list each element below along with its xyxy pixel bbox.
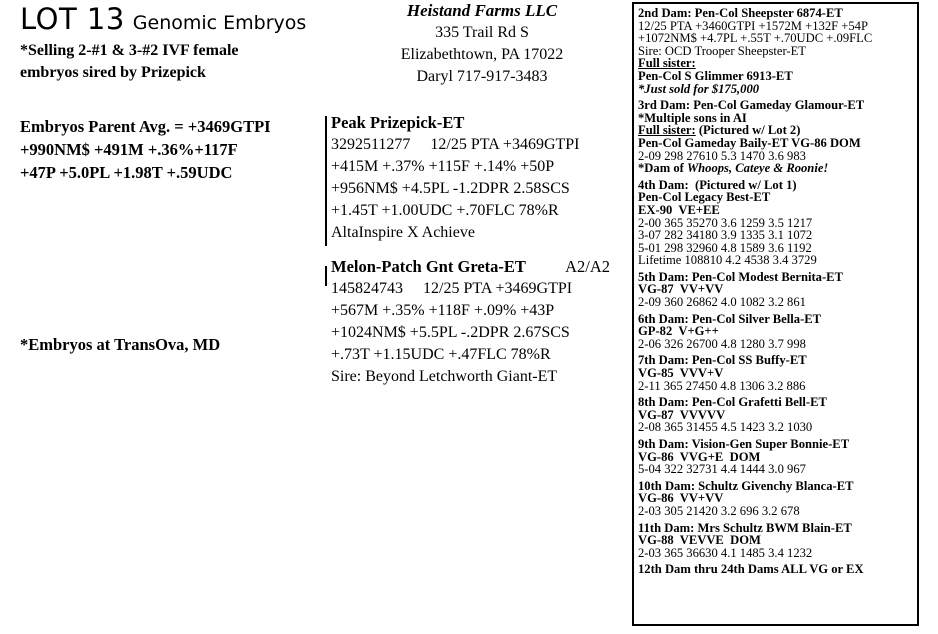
dam-4-record-3: 5-01 298 32960 4.8 1589 3.6 1192 <box>638 240 812 255</box>
farm-address-1: 335 Trail Rd S <box>435 24 529 41</box>
dam-3-record: 2-09 298 27610 5.3 1470 3.6 983 <box>638 148 806 163</box>
dam-9-title: 9th Dam: Vision-Gen Super Bonnie-ET <box>638 437 850 451</box>
dam-4-record-1: 2-00 365 35270 3.6 1259 3.5 1217 <box>638 215 813 230</box>
dam-3-dam-of <box>638 162 913 175</box>
dam-7-title: 7th Dam: Pen-Col SS Buffy-ET <box>638 353 807 368</box>
dam-line-3: +1024NM$ +5.5PL -.2DPR 2.67SCS <box>331 324 570 341</box>
lot-title <box>20 2 306 36</box>
dam-10-score: VG-86 VV+VV <box>638 491 724 506</box>
dam-4-score: EX-90 VE+EE <box>638 202 720 217</box>
dam-2-title: 2nd Dam: Pen-Col Sheepster 6874-ET <box>638 6 843 20</box>
dam-3-dam-of-prefix: *Dam of <box>638 161 687 176</box>
sire-line-1: 3292511277 12/25 PTA +3469GTPI <box>331 136 580 153</box>
dam-line-4: +.73T +1.15UDC +.47FLC 78%R <box>331 346 551 363</box>
dam-5-title: 5th Dam: Pen-Col Modest Bernita-ET <box>638 269 843 284</box>
dam-4-name: Pen-Col Legacy Best-ET <box>638 190 771 205</box>
dam-score: A2/A2 <box>565 257 610 276</box>
dam-2-full-sister-label: Full sister: <box>638 56 696 71</box>
lot-number: LOT 13 <box>20 2 125 36</box>
intro-line-2: embryos sired by Prizepick <box>20 64 206 81</box>
dam-name: Melon-Patch Gnt Greta-ET <box>331 257 526 276</box>
sire-line-4: +1.45T +1.00UDC +.70FLC 78%R <box>331 202 559 219</box>
dam-3-full-sister-name: Pen-Col Gameday Baily-ET VG-86 DOM <box>638 135 861 150</box>
sire-dam-block <box>328 112 610 388</box>
dam-2-sire: Sire: OCD Trooper Sheepster-ET <box>638 43 806 58</box>
dam-3-full-sister-suffix: (Pictured w/ Lot 2) <box>695 123 801 138</box>
parent-average-line-3: +47P +5.0PL +1.98T +.59UDC <box>20 163 233 182</box>
pedigree-box <box>632 2 919 626</box>
dam-line-5: Sire: Beyond Letchworth Giant-ET <box>331 368 558 385</box>
dam-8-record: 2-08 365 31455 4.5 1423 3.2 1030 <box>638 420 813 435</box>
dam-6-score: GP-82 V+G++ <box>638 324 719 339</box>
parent-average-line-2: +990NM$ +491M +.36%+117F <box>20 140 238 159</box>
sire-line-2: +415M +.37% +115F +.14% +50P <box>331 158 555 175</box>
dam-2-full-sister-name: Pen-Col S Glimmer 6913-ET <box>638 68 793 83</box>
sire-line-3: +956NM$ +4.5PL -1.2DPR 2.58SCS <box>331 180 570 197</box>
dam-9-score: VG-86 VVG+E DOM <box>638 449 761 464</box>
dam-2-pta-1: 12/25 PTA +3460GTPI +1572M +132F +54P <box>638 18 868 33</box>
lot-subtitle: Genomic Embryos <box>132 12 307 34</box>
farm-info <box>367 0 597 88</box>
dam-11-record: 2-03 365 36630 4.1 1485 3.4 1232 <box>638 545 813 560</box>
dam-3-title: 3rd Dam: Pen-Col Gameday Glamour-ET <box>638 98 865 113</box>
dam-2-pta-2: +1072NM$ +4.7PL +.55T +.70UDC +.09FLC <box>638 31 873 46</box>
embryo-location: *Embryos at TransOva, MD <box>20 335 221 354</box>
dam-5-record: 2-09 360 26862 4.0 1082 3.2 861 <box>638 295 806 310</box>
dam-header <box>331 256 610 278</box>
dam-2-full-sister-note: *Just sold for $175,000 <box>638 81 760 96</box>
dam-4-lifetime: Lifetime 108810 4.2 4538 3.4 3729 <box>638 253 817 268</box>
dam-7-record: 2-11 365 27450 4.8 1306 3.2 886 <box>638 378 806 393</box>
farm-address-2: Elizabethtown, PA 17022 <box>400 46 564 63</box>
dam-line-1: 145824743 12/25 PTA +3469GTPI <box>331 280 573 297</box>
dam-4-title: 4th Dam: (Pictured w/ Lot 1) <box>638 177 797 192</box>
sire-divider <box>325 116 327 246</box>
dam-3-dam-of-names: Whoops, Cateye & Roonie! <box>686 161 829 176</box>
intro-line-1: *Selling 2-#1 & 3-#2 IVF female <box>20 42 239 59</box>
dam-6-record: 2-06 326 26700 4.8 1280 3.7 998 <box>638 336 806 351</box>
sire-line-5: AltaInspire X Achieve <box>331 224 475 241</box>
parent-average <box>20 115 271 184</box>
dam-8-title: 8th Dam: Pen-Col Grafetti Bell-ET <box>638 395 827 410</box>
dam-4-record-2: 3-07 282 34180 3.9 1335 3.1 1072 <box>638 228 813 243</box>
intro-text <box>20 40 238 84</box>
dam-11-title: 11th Dam: Mrs Schultz BWM Blain-ET <box>638 520 852 535</box>
dam-10-title: 10th Dam: Schultz Givenchy Blanca-ET <box>638 478 854 493</box>
dam-8-score: VG-87 VVVVV <box>638 407 726 422</box>
dam-divider <box>325 266 327 286</box>
dam-9-record: 5-04 322 32731 4.4 1444 3.0 967 <box>638 462 806 477</box>
dam-11-score: VG-88 VEVVE DOM <box>638 533 761 548</box>
farm-name: Heistand Farms LLC <box>406 1 558 20</box>
dam-7-score: VG-85 VVV+V <box>638 366 724 381</box>
parent-average-line-1: Embryos Parent Avg. = +3469GTPI <box>20 117 271 136</box>
dam-5-score: VG-87 VV+VV <box>638 282 724 297</box>
dam-12-24-summary: 12th Dam thru 24th Dams ALL VG or EX <box>638 562 864 577</box>
farm-contact: Daryl 717-917-3483 <box>416 68 548 85</box>
dam-line-2: +567M +.35% +118F +.09% +43P <box>331 302 555 319</box>
dam-3-note: *Multiple sons in AI <box>638 110 747 125</box>
dam-3-full-sister-label-text: Full sister: <box>638 123 696 138</box>
dam-10-record: 2-03 305 21420 3.2 696 3.2 678 <box>638 503 800 518</box>
dam-6-title: 6th Dam: Pen-Col Silver Bella-ET <box>638 311 822 326</box>
sire-name: Peak Prizepick-ET <box>331 113 465 132</box>
